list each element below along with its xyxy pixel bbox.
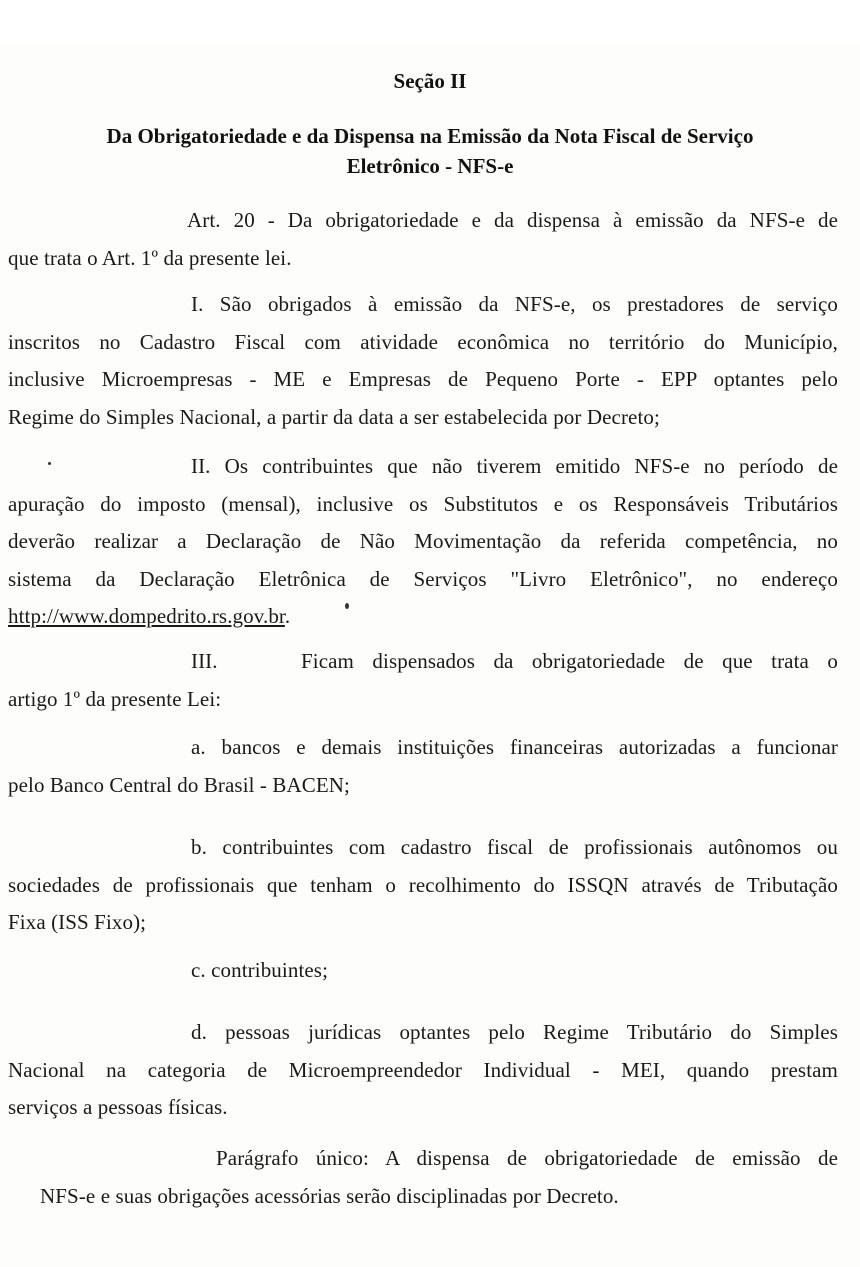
item-d-line-3: serviços a pessoas físicas. — [8, 1095, 228, 1119]
item-a-paragraph — [8, 729, 838, 804]
item-II-line-1: II. Os contribuintes que não tiverem emitido NFS-e no período de — [191, 454, 838, 478]
scan-speck — [345, 603, 349, 609]
item-I-line-4: Regime do Simples Nacional, a partir da data a ser estabelecida por Decreto; — [8, 404, 660, 429]
article-20-line-1: Art. 20 - Da obrigatoriedade e da dispensa à emissão da NFS-e de — [187, 208, 838, 232]
item-II-line-4: sistema da Declaração Eletrônica de Serviços "Livro Eletrônico", no endereço — [8, 566, 838, 591]
paragrafo-unico-line-2: NFS-e e suas obrigações acessórias serão disciplinadas por Decreto. — [40, 1183, 619, 1208]
article-20-paragraph — [8, 202, 838, 277]
item-III-label: III. — [191, 649, 218, 673]
paragrafo-unico — [40, 1140, 838, 1215]
item-b-line-1: b. contribuintes com cadastro fiscal de profissionais autônomos ou — [191, 835, 838, 859]
item-II-line-3: deverão realizar a Declaração de Não Movimentação da referida competência, no — [8, 529, 838, 553]
url-link[interactable]: http://www.dompedrito.rs.gov.br — [8, 604, 285, 628]
url-suffix: . — [284, 604, 291, 628]
item-c-line-1: c. contribuintes; — [191, 958, 329, 982]
item-a-line-1: a. bancos e demais instituições financeiras autorizadas a funcionar — [191, 735, 838, 759]
item-II-line-5 — [8, 598, 838, 636]
paragrafo-unico-line-1: Parágrafo único: A dispensa de obrigatoriedade de emissão de — [216, 1146, 838, 1170]
scan-margin — [0, 0, 860, 44]
item-d-paragraph — [8, 1014, 838, 1127]
item-III-line-2: artigo 1º da presente Lei: — [8, 686, 222, 711]
item-II-line-2: apuração do imposto (mensal), inclusive os Substitutos e os Responsáveis Tributários — [8, 491, 838, 516]
item-c-paragraph — [8, 952, 838, 990]
item-II-paragraph — [8, 448, 838, 636]
main-title-line-1: Da Obrigatoriedade e da Dispensa na Emissão da Nota Fiscal de Serviço — [106, 124, 754, 148]
item-I-paragraph — [8, 286, 838, 436]
item-d-line-1: d. pessoas jurídicas optantes pelo Regime Tributário do Simples — [191, 1020, 838, 1044]
item-III-text: Ficam dispensados da obrigatoriedade de que trata o — [301, 649, 838, 673]
item-a-line-2: pelo Banco Central do Brasil - BACEN; — [8, 772, 350, 797]
item-III-paragraph — [8, 643, 838, 718]
main-title — [40, 121, 820, 181]
item-b-line-2: sociedades de profissionais que tenham o recolhimento do ISSQN através de Tributação — [8, 872, 838, 897]
item-III-line-1 — [8, 643, 838, 681]
item-I-line-2: inscritos no Cadastro Fiscal com atividade econômica no território do Município, — [8, 329, 838, 354]
item-I-line-1: I. São obrigados à emissão da NFS-e, os prestadores de serviço — [191, 292, 838, 316]
section-title: Seção II — [393, 69, 467, 93]
item-b-paragraph — [8, 829, 838, 942]
item-d-line-2: Nacional na categoria de Microempreendedor Individual - MEI, quando prestam — [8, 1057, 838, 1082]
main-title-line-2: Eletrônico - NFS-e — [346, 154, 514, 178]
scan-speck — [48, 462, 51, 465]
article-20-line-2: que trata o Art. 1º da presente lei. — [8, 245, 292, 270]
item-b-line-3: Fixa (ISS Fixo); — [8, 910, 147, 934]
item-I-line-3: inclusive Microempresas - ME e Empresas de Pequeno Porte - EPP optantes pelo — [8, 367, 838, 391]
